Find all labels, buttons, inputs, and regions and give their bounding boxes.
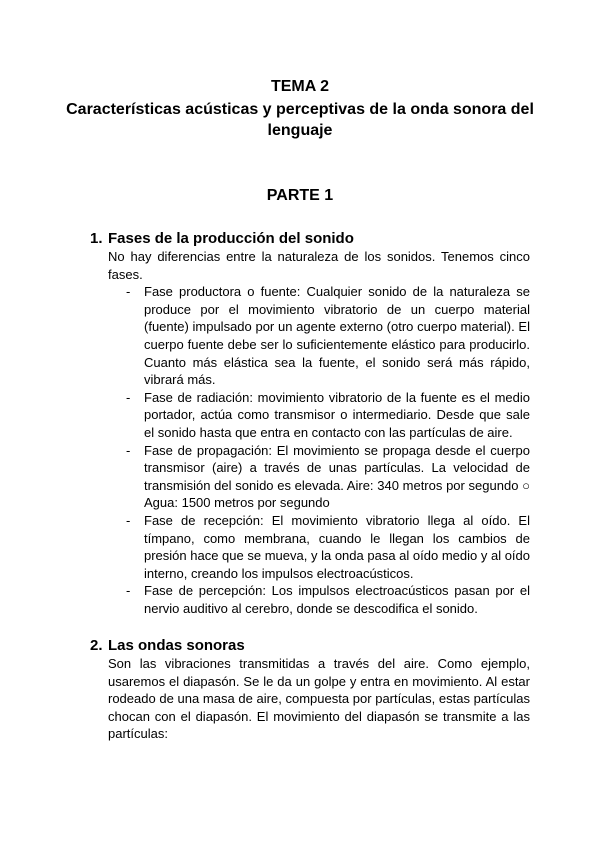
phase-list — [108, 283, 530, 617]
section-heading — [90, 229, 530, 248]
list-item-text: Fase de radiación: movimiento vibratorio de la fuente es el medio portador, actúa como transmisor o intermediario. Desde que sale el sonido hasta que entra en contacto con las partículas de aire. — [144, 389, 530, 440]
section-fases — [90, 229, 530, 617]
section-title: Las ondas sonoras — [108, 637, 245, 654]
bullet-dash: - — [126, 442, 131, 458]
list-item — [108, 512, 530, 582]
list-item-text: Fase productora o fuente: Cualquier sonido de la naturaleza se produce por el movimiento vibratorio de un cuerpo material (fuente) impulsado por un agente externo (otro cuerpo material). El cuerpo fuente debe ser lo suficientemente elástico para producirlo. Cuanto más elástica sea la fuente, el sonido será más rápido, vibrará más. — [144, 284, 530, 388]
section-number: 2. — [90, 637, 103, 654]
parte-heading: PARTE 1 — [266, 187, 334, 204]
list-item-text: Fase de percepción: Los impulsos electroacústicos pasan por el nervio auditivo al cerebro, donde se descodifica el sonido. — [144, 583, 530, 616]
section-body — [108, 655, 530, 743]
section-intro: Son las vibraciones transmitidas a través del aire. Como ejemplo, usaremos el diapasón. Se le da un golpe y entra en movimiento. Al estar rodeado de una masa de aire, compuesta por partículas, estas partículas chocan con el diapasón. El movimiento del diapasón se transmite a las partículas: — [108, 656, 530, 742]
section-intro: No hay diferencias entre la naturaleza de los sonidos. Tenemos cinco fases. — [108, 249, 530, 282]
document-subtitle: Características acústicas y perceptivas de la onda sonora del lenguaje — [66, 101, 534, 139]
tema-heading: TEMA 2 — [270, 78, 330, 95]
bullet-dash: - — [126, 512, 131, 528]
list-item-text: Fase de recepción: El movimiento vibratorio llega al oído. El tímpano, como membrana, cuando le llegan los cambios de presión hace que se mueva, y la onda pasa al oído medio y al oído interno, creando los impulsos electroacústicos. — [144, 512, 530, 581]
list-item — [108, 389, 530, 442]
title-block — [0, 76, 600, 141]
section-body — [108, 248, 530, 617]
section-title: Fases de la producción del sonido — [108, 230, 354, 247]
bullet-dash: - — [126, 583, 131, 599]
bullet-dash: - — [126, 284, 131, 300]
section-heading — [90, 636, 530, 655]
section-ondas — [90, 636, 530, 743]
list-item — [108, 283, 530, 389]
section-number: 1. — [90, 230, 103, 247]
bullet-dash: - — [126, 389, 131, 405]
list-item-text: Fase de propagación: El movimiento se propaga desde el cuerpo transmisor (aire) a través de unas partículas. La velocidad de transmisión del sonido es elevada. Aire: 340 metros por segundo ○ Agua: 1500 metros por segundo — [144, 442, 530, 511]
list-item — [108, 582, 530, 617]
list-item — [108, 442, 530, 512]
